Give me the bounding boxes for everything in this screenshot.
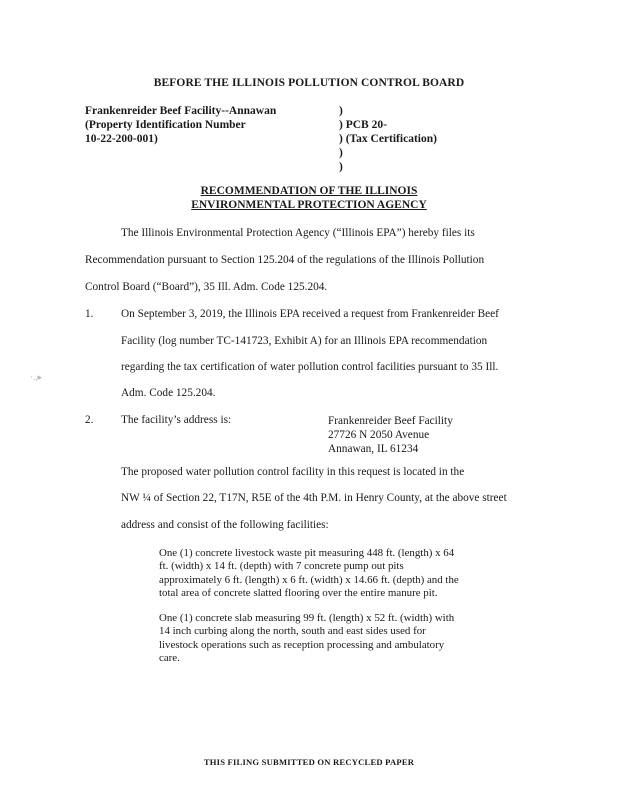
item1-line: regarding the tax certification of water pollution control facilities pursuant to 35 Ill. <box>121 361 499 373</box>
scan-margin-mark: ·.,▸ <box>30 372 43 382</box>
caption-line: 10-22-200-001) <box>85 133 158 145</box>
intro-line: Recommendation pursuant to Section 125.204 of the regulations of the Illinois Pollution <box>85 254 485 266</box>
address-line: 27726 N 2050 Avenue <box>328 429 430 441</box>
facility-line: One (1) concrete livestock waste pit measuring 448 ft. (length) x 64 <box>159 547 455 559</box>
case-type: ) (Tax Certification) <box>339 133 437 145</box>
item1-line: Adm. Code 125.204. <box>121 387 216 399</box>
item2-line: address and consist of the following facilities: <box>121 519 329 531</box>
facility-line: ft. (width) x 14 ft. (depth) with 7 concrete pump out pits <box>159 560 404 573</box>
facility-line: 14 inch curbing along the north, south and east sides used for <box>159 625 426 638</box>
case-caption-right <box>339 104 437 174</box>
caption-line: Frankenreider Beef Facility--Annawan <box>85 105 277 117</box>
facility-line: care. <box>159 652 180 665</box>
facility-line: approximately 6 ft. (length) x 6 ft. (width) x 14.66 ft. (depth) and the <box>159 573 459 586</box>
facility-description-1 <box>159 547 459 601</box>
item-number: 1. <box>85 308 94 320</box>
caption-bracket-line: ) <box>339 105 343 117</box>
caption-bracket-line: ) <box>339 147 343 159</box>
address-label: The facility’s address is: <box>121 414 232 426</box>
intro-line: Control Board (“Board”), 35 Ill. Adm. Code 125.204. <box>85 281 328 293</box>
item2-line: NW ¼ of Section 22, T17N, R5E of the 4th P.M. in Henry County, at the above street <box>121 492 507 504</box>
caption-bracket-line: ) <box>339 161 343 173</box>
item1-line: On September 3, 2019, the Illinois EPA received a request from Frankenreider Beef <box>121 308 499 320</box>
case-number: ) PCB 20- <box>339 119 387 131</box>
case-caption-left <box>85 104 276 146</box>
document-title: BEFORE THE ILLINOIS POLLUTION CONTROL BOARD <box>153 77 465 89</box>
facility-description-2 <box>159 612 454 666</box>
address-line: Annawan, IL 61234 <box>328 443 419 455</box>
item1-line: Facility (log number TC-141723, Exhibit A) for an Illinois EPA recommendation <box>121 335 488 347</box>
heading-line: RECOMMENDATION OF THE ILLINOIS <box>200 185 418 197</box>
intro-line: The Illinois Environmental Protection Agency (“Illinois EPA”) hereby files its <box>121 227 475 239</box>
section-heading <box>0 184 618 212</box>
facility-line: livestock operations such as reception processing and ambulatory <box>159 638 445 651</box>
item2-line: The proposed water pollution control facility in this request is located in the <box>121 466 465 478</box>
item-number: 2. <box>85 414 94 426</box>
facility-line: One (1) concrete slab measuring 99 ft. (length) x 52 ft. (width) with <box>159 612 455 624</box>
facility-line: total area of concrete slatted flooring over the entire manure pit. <box>159 587 438 600</box>
heading-line: ENVIRONMENTAL PROTECTION AGENCY <box>191 199 427 211</box>
caption-line: (Property Identification Number <box>85 119 246 131</box>
facility-address <box>328 414 453 456</box>
address-line: Frankenreider Beef Facility <box>328 415 453 427</box>
page-footer: THIS FILING SUBMITTED ON RECYCLED PAPER <box>203 757 415 767</box>
